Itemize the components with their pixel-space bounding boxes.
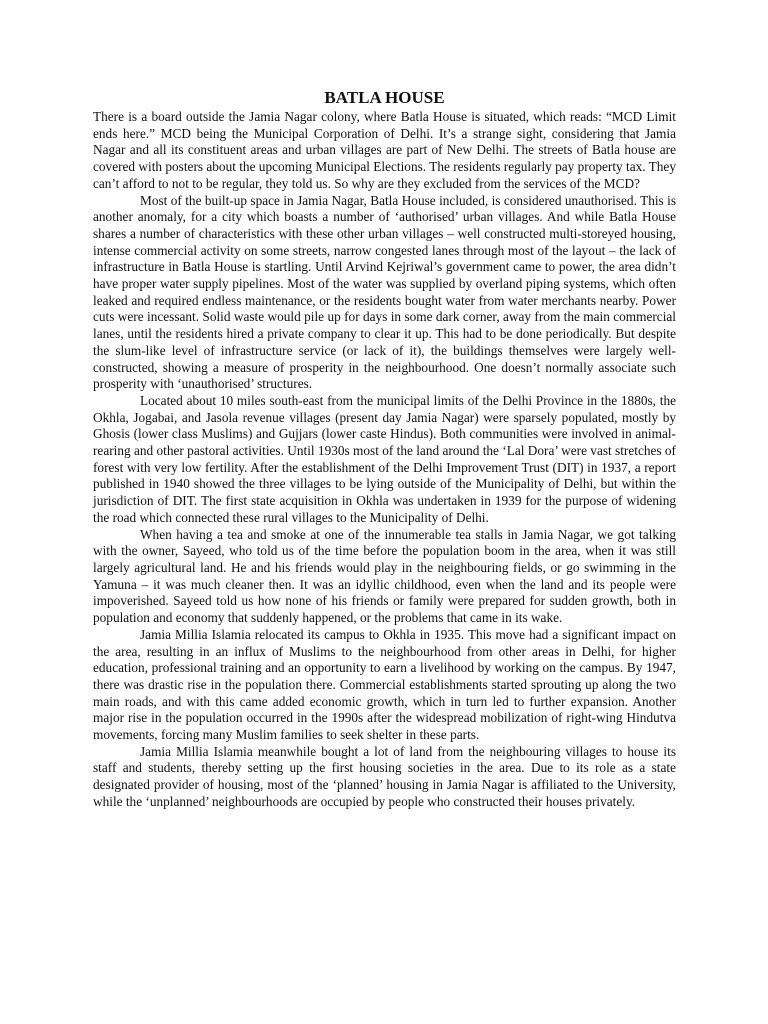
paragraph-2: Most of the built-up space in Jamia Nagar, Batla House included, is considered unauthorised. This is another anomaly, for a city which boasts a number of ‘authorised’ urban villages. And while Batla House shares a number of characteristics with these other urban villages – well constructed multi-storeyed housing, intense commercial activity on some streets, narrow congested lanes through most of the layout – the lack of infrastructure in Batla House is startling. Until Arvind Kejriwal’s government came to power, the area didn’t have proper water supply pipelines. Most of the water was supplied by overland piping systems, which often leaked and required endless maintenance, or the residents bought water from water merchants nearby. Power cuts were incessant. Solid waste would pile up for days in some dark corner, away from the main commercial lanes, until the residents hired a private company to clear it up. This had to be done periodically. But despite the slum-like level of infrastructure service (or lack of it), the buildings themselves were largely well-constructed, showing a measure of prosperity in the neighbourhood. One doesn’t normally associate such prosperity with ‘unauthorised’ structures. bbox=[93, 192, 676, 392]
paragraph-1: There is a board outside the Jamia Nagar colony, where Batla House is situated, which reads: “MCD Limit ends here.” MCD being the Municipal Corporation of Delhi. It’s a strange sight, considering that Jamia Nagar and all its constituent areas and urban villages are part of New Delhi. The streets of Batla house are covered with posters about the upcoming Municipal Elections. The residents regularly pay property tax. They can’t afford to not to be regular, they told us. So why are they excluded from the services of the MCD? bbox=[93, 109, 676, 191]
document-title: BATLA HOUSE bbox=[324, 88, 445, 107]
paragraph-3: Located about 10 miles south-east from the municipal limits of the Delhi Province in the 1880s, the Okhla, Jogabai, and Jasola revenue villages (present day Jamia Nagar) were sparsely populated, mostly by Ghosis (lower class Muslims) and Gujjars (lower caste Hindus). Both communities were involved in animal-rearing and other pastoral activities. Until 1930s most of the land around the ‘Lal Dora’ were vast stretches of forest with very low fertility. After the establishment of the Delhi Improvement Trust (DIT) in 1937, a report published in 1940 showed the three villages to be lying outside of the Municipality of Delhi, but within the jurisdiction of DIT. The first state acquisition in Okhla was undertaken in 1939 for the purpose of widening the road which connected these rural villages to the Municipality of Delhi. bbox=[93, 392, 676, 525]
document-page bbox=[93, 88, 676, 811]
paragraph-5: Jamia Millia Islamia relocated its campus to Okhla in 1935. This move had a significant impact on the area, resulting in an influx of Muslims to the neighbourhood from other areas in Delhi, for higher education, professional training and an opportunity to earn a livelihood by working on the campus. By 1947, there was drastic rise in the population there. Commercial establishments started sprouting up along the two main roads, and with this came added economic growth, which in turn led to further expansion. Another major rise in the population occurred in the 1990s after the widespread mobilization of right-wing Hindutva movements, forcing many Muslim families to seek shelter in these parts. bbox=[93, 626, 676, 743]
paragraph-4: When having a tea and smoke at one of the innumerable tea stalls in Jamia Nagar, we got talking with the owner, Sayeed, who told us of the time before the population boom in the area, when it was still largely agricultural land. He and his friends would play in the neighbouring fields, or go swimming in the Yamuna – it was much cleaner then. It was an idyllic childhood, even when the land and its people were impoverished. Sayeed told us how none of his friends or family were prepared for sudden growth, both in population and economy that suddenly happened, or the problems that came in its wake. bbox=[93, 526, 676, 626]
paragraph-6: Jamia Millia Islamia meanwhile bought a lot of land from the neighbouring villages to house its staff and students, thereby setting up the first housing societies in the area. Due to its role as a state designated provider of housing, most of the ‘planned’ housing in Jamia Nagar is affiliated to the University, while the ‘unplanned’ neighbourhoods are occupied by people who constructed their houses privately. bbox=[93, 743, 676, 809]
